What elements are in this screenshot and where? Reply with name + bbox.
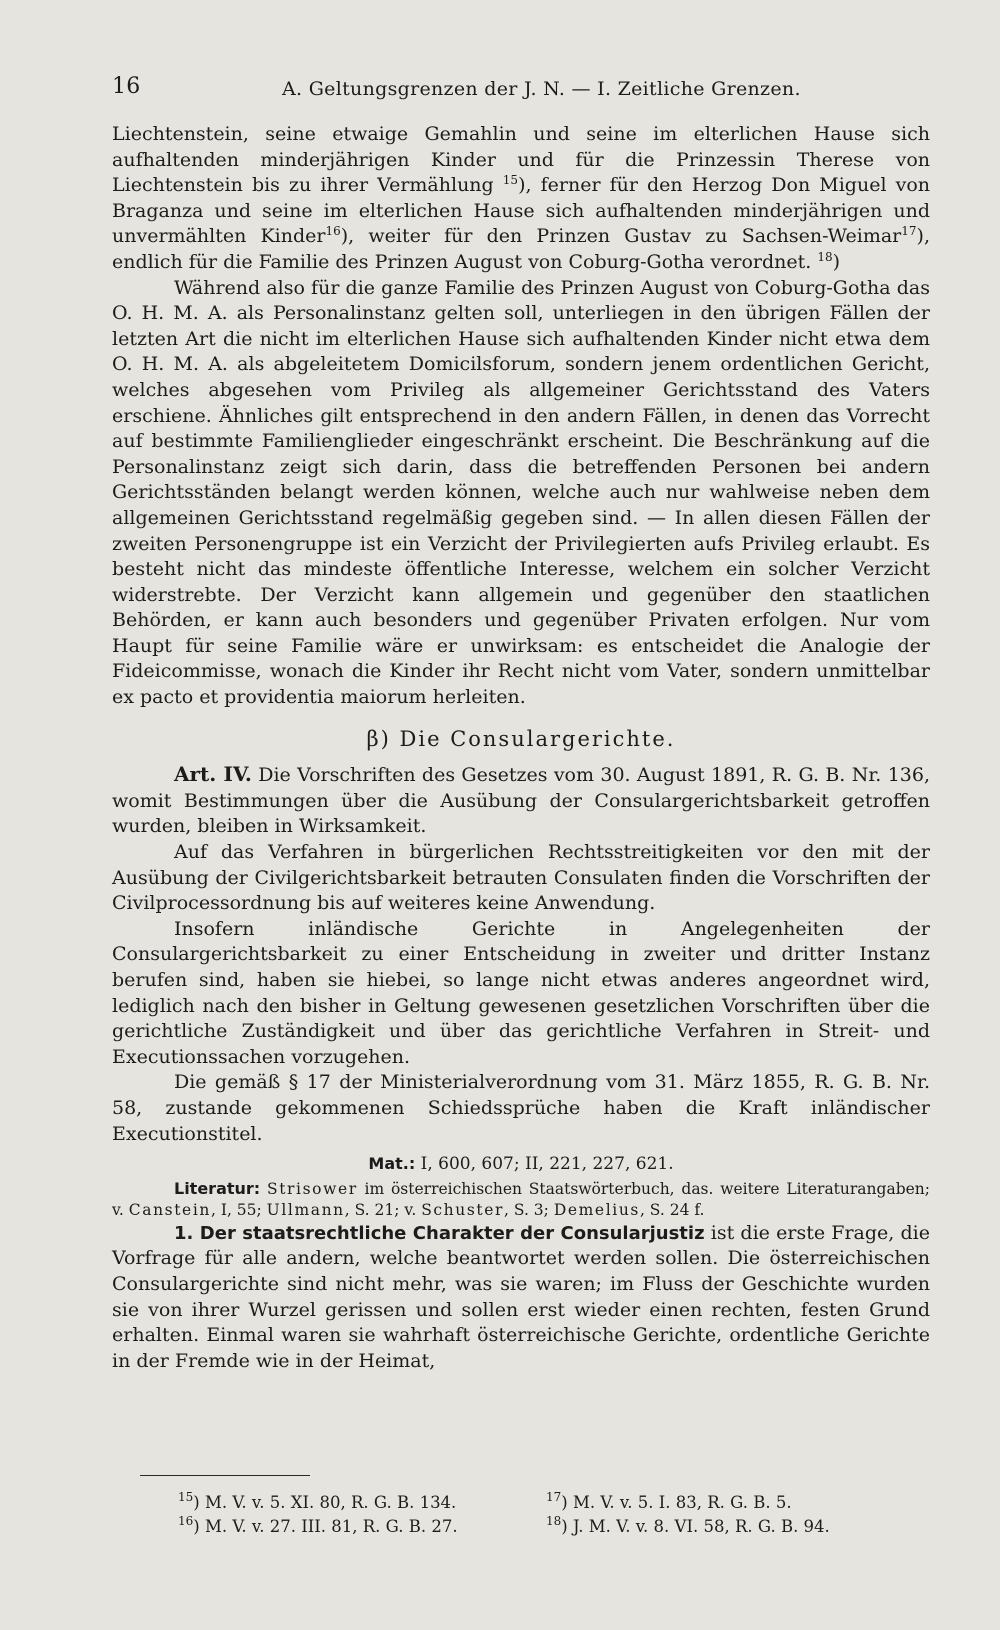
materials-line: Mat.: I, 600, 607; II, 221, 227, 621.: [368, 1154, 674, 1175]
footnote-ref: 15: [502, 173, 519, 188]
literature-block: Literatur: Strisower im österreichischen Staatswörterbuch, das. weitere Literaturangaben; v. Canstein, I, 55; Ullmann, S. 21; v. Schuster, S. 3; Demelius, S. 24 f.: [112, 1178, 930, 1219]
footnote-ref: 18: [817, 249, 833, 264]
article-paragraph: Die gemäß § 17 der Ministerialverordnung vom 31. März 1855, R. G. B. Nr. 58, zustande gekommenen Schiedssprüche haben die Kraft inländischer Executionstitel.: [112, 1071, 930, 1145]
opening-paragraph: Liechtenstein, seine etwaige Gemahlin und seine im elterlichen Hause sich aufhaltenden minderjährigen Kinder und für die Prinzessin Therese von Liechtenstein bis zu ihrer Vermählung $^{15}$), ferner für den Herzog Don Miguel von Braganza und seine im elterlichen Hause sich aufhaltenden minderjährigen und unvermählten Kinder$^{16}$), weiter für den Prinzen Gustav zu Sachsen-Weimar$^{17}$), endlich für die Familie des Prinzen August von Coburg-Gotha verordnet. $^{18}$): [112, 123, 931, 273]
footnote-column-left: [178, 1491, 458, 1539]
footnote-rule: [140, 1475, 310, 1476]
article-paragraph: Auf das Verfahren in bürgerlichen Rechtsstreitigkeiten vor den mit der Ausübung der Civilgerichtsbarkeit betrauten Consulaten finden die Vorschriften der Civilprocessordnung bis auf weiteres keine Anwendung.: [112, 841, 930, 915]
section-heading: β) Die Consulargerichte.: [366, 726, 676, 751]
footnote-ref: 16: [325, 224, 341, 239]
footnote-item: $^{16}$) M. V. v. 27. III. 81, R. G. B. 27.: [178, 1514, 458, 1536]
article-paragraph: Art. IV. Die Vorschriften des Gesetzes vom 30. August 1891, R. G. B. Nr. 136, womit Bestimmungen über die Ausübung der Consulargerichtsbarkeit getroffen wurden, bleiben in Wirksamkeit.: [112, 762, 931, 838]
section-1-heading: 1. Der staatsrechtliche Charakter der Consularjustiz: [174, 1222, 705, 1244]
footnote-item: $^{18}$) J. M. V. v. 8. VI. 58, R. G. B. 94.: [546, 1514, 830, 1536]
running-title: A. Geltungsgrenzen der J. N. — I. Zeitliche Grenzen.: [282, 78, 801, 100]
footnote-item: $^{17}$) M. V. v. 5. I. 83, R. G. B. 5.: [546, 1490, 792, 1512]
main-text: [112, 122, 930, 1374]
article-label: Art. IV.: [174, 762, 252, 787]
literature-label: Literatur:: [174, 1178, 261, 1198]
footnote-column-right: [546, 1491, 830, 1539]
footnote-ref: 17: [901, 224, 917, 239]
section-1-paragraph: 1. Der staatsrechtliche Charakter der Consularjustiz ist die erste Frage, die Vorfrage für alle andern, welche beantwortet werden sollen. Die österreichischen Consulargerichte sind nicht mehr, was sie waren; im Fluss der Geschichte wurden sie von ihrer Wurzel gerissen und sollen erst wieder einen rechten, festen Grund erhalten. Einmal waren sie wahrhaft österreichische Gerichte, ordentliche Gerichte in der Fremde wie in der Heimat,: [112, 1221, 930, 1372]
article-paragraph: Insofern inländische Gerichte in Angelegenheiten der Consulargerichtsbarkeit zu einer Entscheidung in zweiter und dritter Instanz berufen sind, haben sie hiebei, so lange nicht etwas anderes angeordnet wird, lediglich nach den bisher in Geltung gewesenen gesetzlichen Vorschriften über die gerichtliche Zuständigkeit und über das gerichtliche Verfahren in Streit- und Executionssachen vorzugehen.: [112, 917, 930, 1068]
body-paragraph: Während also für die ganze Familie des Prinzen August von Coburg-Gotha das O. H. M. A. als Personalinstanz gelten soll, unterliegen in den übrigen Fällen der letzten Art die nicht im elterlichen Hause sich aufhaltenden Kinder nicht etwa dem O. H. M. A. als abgeleitetem Domicilsforum, sondern jenem ordentlichen Gericht, welches abgesehen vom Privileg als allgemeiner Gerichtsstand des Vaters erschiene. Ähnliches gilt entsprechend in den andern Fällen, in denen das Vorrecht auf bestimmte Familienglieder eingeschränkt erscheint. Die Beschränkung auf die Personalinstanz zeigt sich darin, dass die betreffenden Personen bei andern Gerichtsständen belangt werden können, welche auch nur wahlweise neben dem allgemeinen Gerichtsstand regelmäßig gegeben sind. — In allen diesen Fällen der zweiten Personengruppe ist ein Verzicht der Privilegierten aufs Privileg erlaubt. Es besteht nicht das mindeste öffentliche Interesse, welchem ein solcher Verzicht widerstrebte. Der Verzicht kann allgemein und gegenüber den staatlichen Behörden, er kann auch besonders und gegenüber Privaten erfolgen. Nur vom Haupt für seine Familie wäre er unwirksam: es entscheidet die Analogie der Fideicommisse, wonach die Kinder ihr Recht nicht vom Vater, sondern unmittelbar ex pacto et providentia maiorum herleiten.: [112, 276, 930, 709]
footnote-item: $^{15}$) M. V. v. 5. XI. 80, R. G. B. 134.: [178, 1490, 457, 1512]
page-number: 16: [112, 74, 141, 99]
